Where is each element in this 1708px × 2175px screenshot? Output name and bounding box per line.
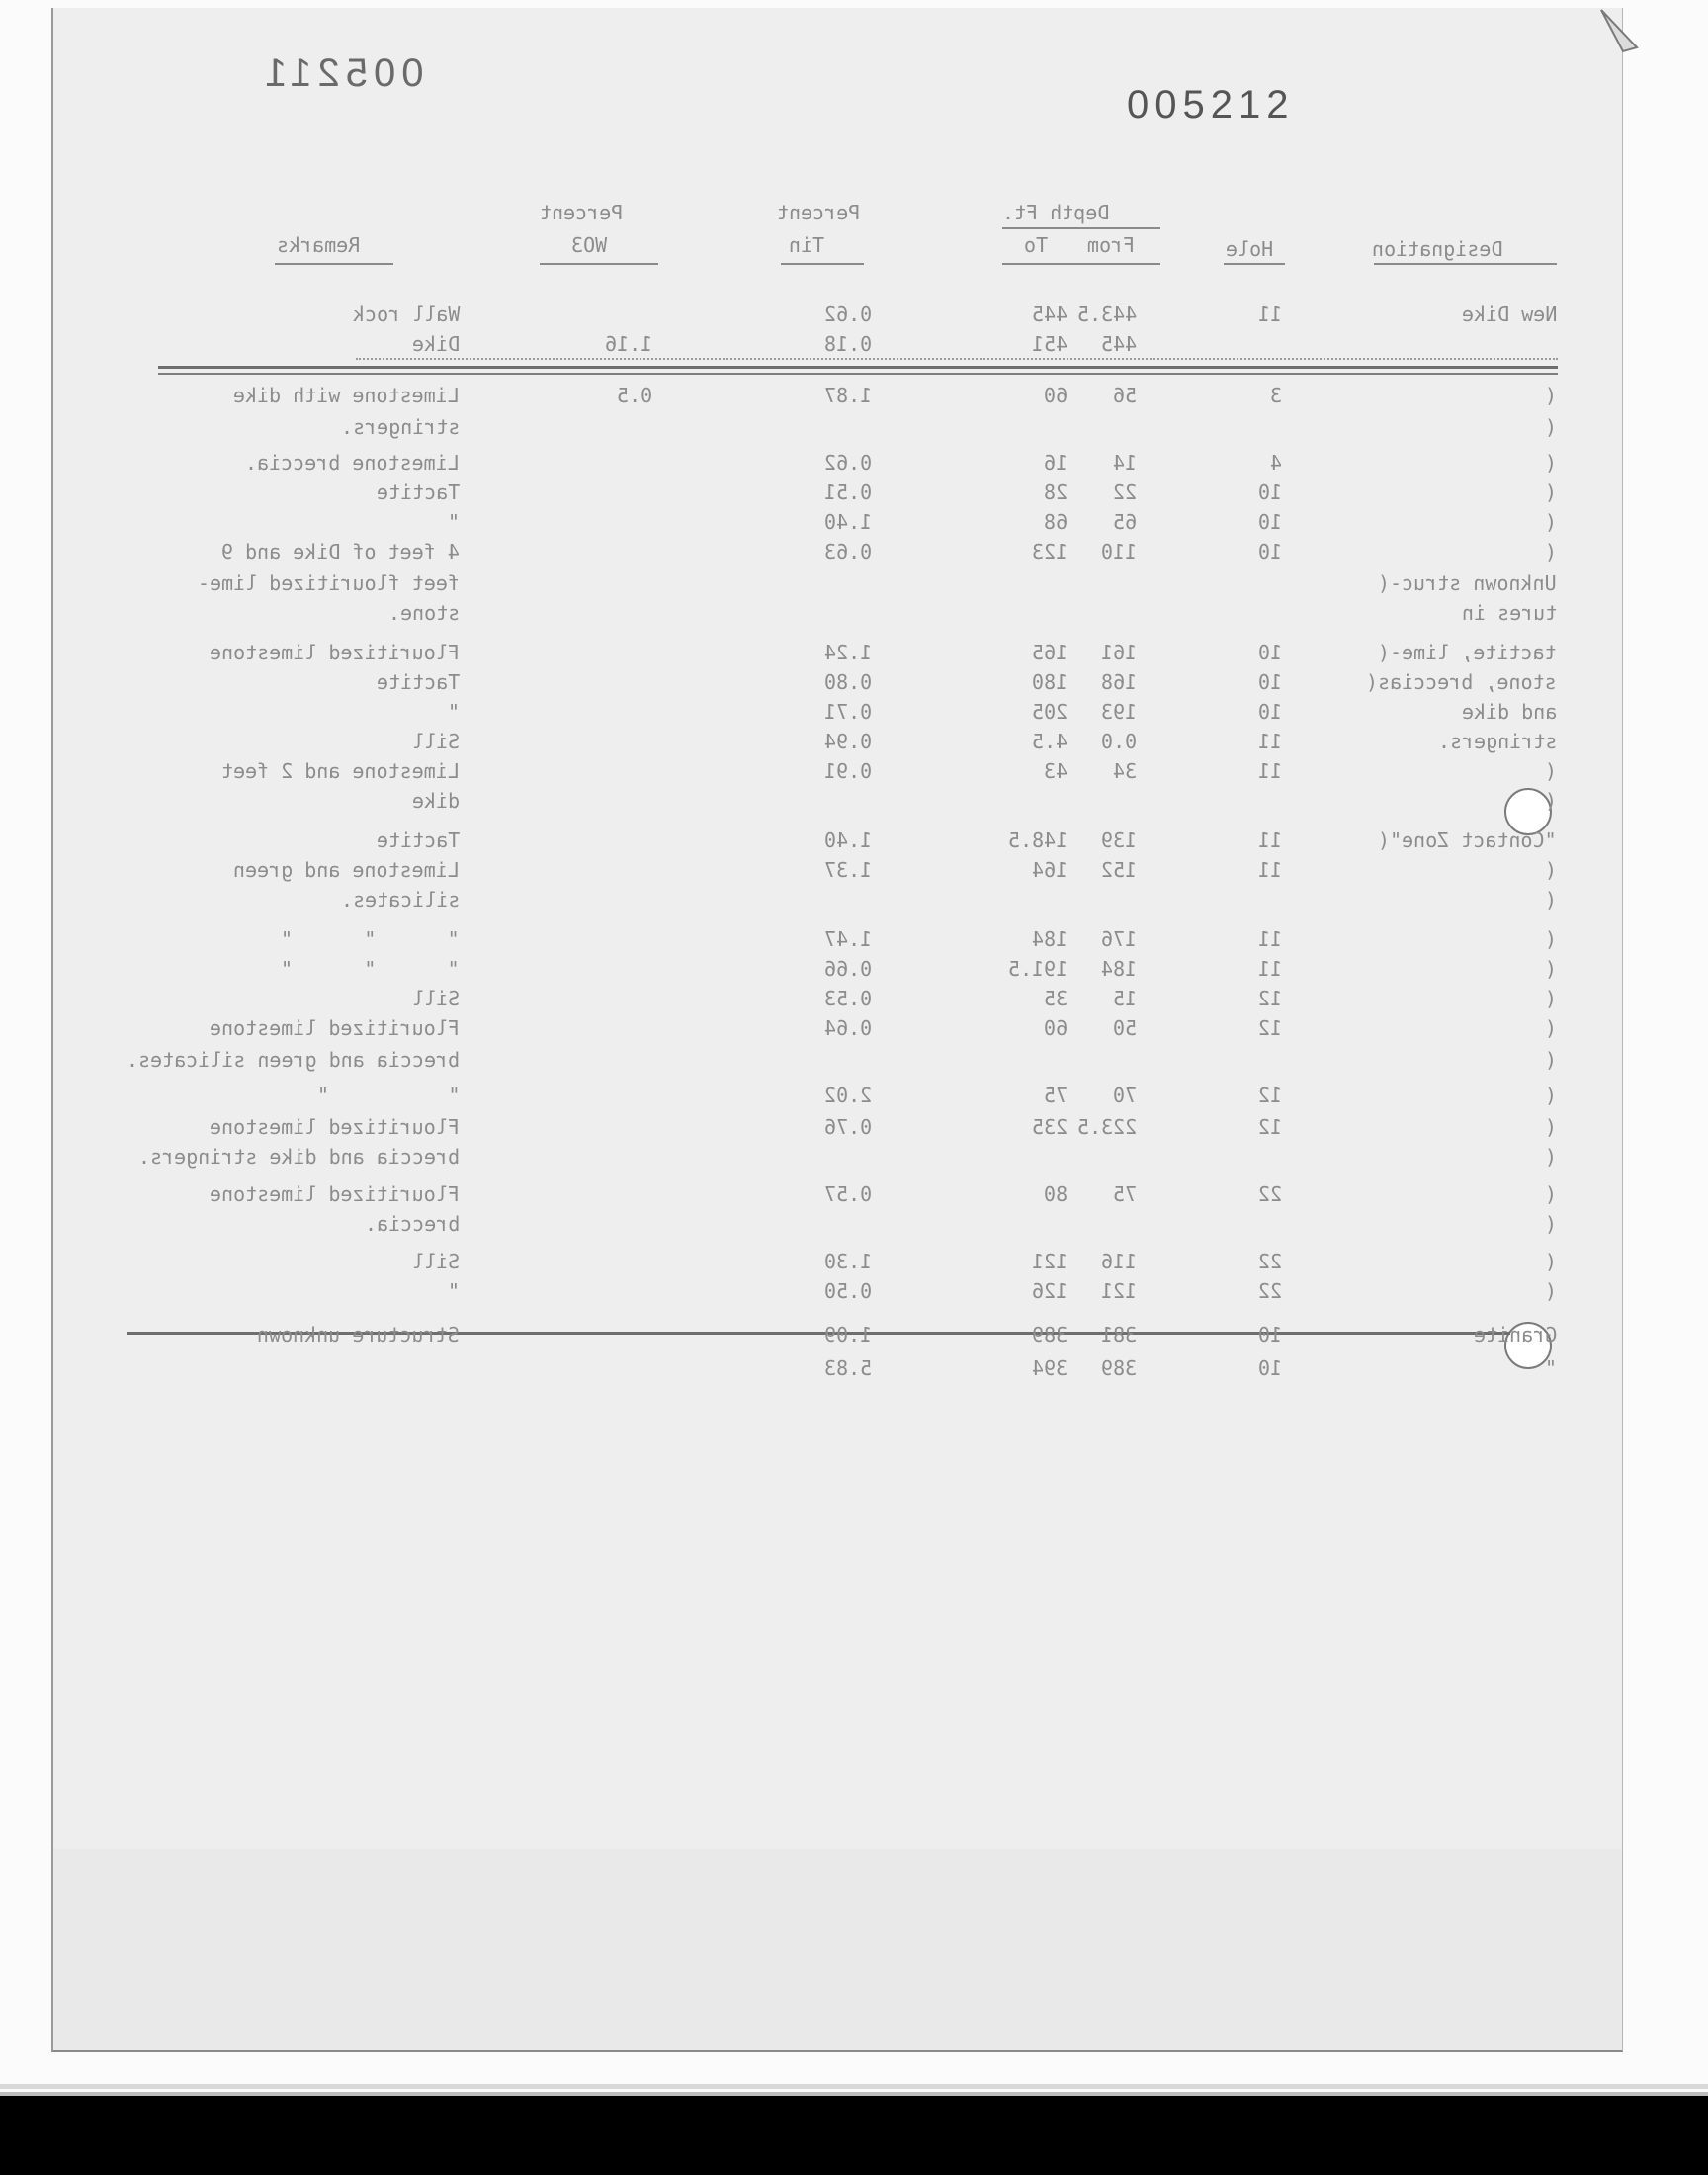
table-cell-tin: 5.83: [823, 1356, 872, 1380]
table-cell-to: 445: [1031, 303, 1068, 326]
table-cell-tin: 1.30: [823, 1250, 872, 1273]
table-cell-remarks: breccia and dike stringers.: [137, 1145, 460, 1169]
table-cell-tin: 1.09: [823, 1323, 872, 1347]
table-cell-from: 121: [1100, 1279, 1137, 1303]
table-cell-designation: "Contact Zone"(: [1378, 828, 1557, 852]
scanner-edge-line: [0, 2084, 1708, 2089]
table-cell-tin: 1.40: [823, 510, 872, 534]
table-cell-designation: (: [1544, 759, 1557, 783]
table-cell-remarks: stringers.: [340, 415, 460, 439]
table-cell-remarks: ": [447, 1279, 460, 1303]
table-cell-hole: 12: [1257, 1084, 1282, 1107]
table-cell-designation: (: [1544, 1016, 1557, 1040]
table-cell-wo3: 0.5: [616, 384, 652, 407]
table-cell-to: 123: [1031, 540, 1068, 564]
table-cell-from: 34: [1112, 759, 1137, 783]
table-cell-remarks: Tactite: [376, 670, 460, 694]
table-cell-to: 35: [1043, 987, 1068, 1010]
table-cell-remarks: Dike: [411, 332, 460, 356]
table-cell-from: 161: [1100, 641, 1137, 664]
table-cell-tin: 0.94: [823, 730, 872, 753]
table-cell-from: 22: [1112, 480, 1137, 504]
section-rule-top: [158, 366, 1558, 369]
table-cell-remarks: Sill: [411, 730, 460, 753]
table-cell-remarks: dike: [411, 789, 460, 813]
table-cell-hole: 11: [1257, 828, 1282, 852]
table-cell-remarks: Flouritized limestone: [210, 1016, 460, 1040]
table-cell-hole: 11: [1257, 957, 1282, 981]
header-to: To: [1024, 233, 1049, 257]
table-cell-to: 205: [1031, 700, 1068, 724]
table-cell-from: 445: [1100, 332, 1137, 356]
table-cell-designation: ": [1544, 1356, 1557, 1380]
table-cell-to: 126: [1031, 1279, 1068, 1303]
header-designation: Designation: [1372, 237, 1503, 261]
header-from: From: [1087, 233, 1136, 257]
table-cell-hole: 11: [1257, 303, 1282, 326]
header-hole: Hole: [1226, 237, 1274, 261]
table-cell-to: 4.5: [1031, 730, 1068, 753]
table-cell-hole: 10: [1257, 700, 1282, 724]
table-cell-to: 121: [1031, 1250, 1068, 1273]
table-cell-to: 180: [1031, 670, 1068, 694]
table-cell-to: 451: [1031, 332, 1068, 356]
table-cell-designation: (: [1544, 957, 1557, 981]
table-cell-from: 389: [1100, 1356, 1137, 1380]
table-cell-designation: (: [1544, 540, 1557, 564]
table-cell-tin: 0.91: [823, 759, 872, 783]
table-cell-hole: 12: [1257, 987, 1282, 1010]
table-cell-from: 50: [1112, 1016, 1137, 1040]
table-cell-to: 80: [1043, 1182, 1068, 1206]
table-cell-hole: 12: [1257, 1016, 1282, 1040]
table-cell-from: 176: [1100, 927, 1137, 951]
table-cell-remarks: Sill: [411, 1250, 460, 1273]
table-cell-remarks: Flouritized limestone: [210, 1182, 460, 1206]
table-cell-designation: Granite: [1473, 1323, 1557, 1347]
table-cell-remarks: ": [447, 700, 460, 724]
table-cell-remarks: Sill: [411, 987, 460, 1010]
table-cell-hole: 22: [1257, 1250, 1282, 1273]
underline-hole: [1224, 263, 1285, 265]
table-cell-designation: (: [1544, 789, 1557, 813]
table-cell-remarks: " " ": [281, 957, 460, 981]
table-cell-hole: 4: [1269, 451, 1282, 475]
table-cell-from: 15: [1112, 987, 1137, 1010]
table-cell-hole: 22: [1257, 1182, 1282, 1206]
table-cell-tin: 0.51: [823, 480, 872, 504]
table-cell-from: 56: [1112, 384, 1137, 407]
table-cell-remarks: Limestone and 2 feet: [221, 759, 460, 783]
table-cell-hole: 12: [1257, 1115, 1282, 1139]
table-cell-designation: tures in: [1461, 601, 1557, 625]
table-cell-wo3: 1.16: [604, 332, 652, 356]
table-cell-to: 60: [1043, 1016, 1068, 1040]
table-cell-tin: 1.24: [823, 641, 872, 664]
table-cell-to: 148.5: [1007, 828, 1068, 852]
table-cell-from: 139: [1100, 828, 1137, 852]
table-cell-designation: (: [1544, 1182, 1557, 1206]
table-cell-to: 28: [1043, 480, 1068, 504]
table-cell-designation: (: [1544, 927, 1557, 951]
table-cell-from: 381: [1100, 1323, 1137, 1347]
table-cell-from: 193: [1100, 700, 1137, 724]
table-cell-remarks: silicates.: [340, 888, 460, 912]
table-cell-tin: 0.50: [823, 1279, 872, 1303]
underline-depth: [1002, 227, 1160, 229]
table-cell-remarks: feet flouritized lime-: [198, 571, 460, 595]
underline-remarks: [275, 263, 393, 265]
underline-wo3: [540, 263, 658, 265]
table-cell-designation: (: [1544, 510, 1557, 534]
table-cell-hole: 3: [1269, 384, 1282, 407]
table-cell-from: 443.5: [1076, 303, 1137, 326]
table-cell-hole: 10: [1257, 480, 1282, 504]
table-cell-tin: 1.37: [823, 858, 872, 882]
table-cell-to: 16: [1043, 451, 1068, 475]
table-cell-designation: New Dike: [1461, 303, 1557, 326]
table-cell-designation: (: [1544, 1084, 1557, 1107]
scanner-black-margin: [0, 2096, 1708, 2175]
underline-designation: [1374, 263, 1557, 265]
table-cell-remarks: Limestone with dike: [233, 384, 460, 407]
table-cell-tin: 0.71: [823, 700, 872, 724]
table-cell-tin: 0.62: [823, 451, 872, 475]
table-cell-designation: (: [1544, 1279, 1557, 1303]
table-cell-to: 184: [1031, 927, 1068, 951]
table-cell-remarks: Limestone breccia.: [245, 451, 460, 475]
table-cell-hole: 11: [1257, 730, 1282, 753]
table-cell-from: 75: [1112, 1182, 1137, 1206]
table-cell-to: 235: [1031, 1115, 1068, 1139]
table-cell-remarks: " ": [316, 1084, 460, 1107]
table-cell-from: 0.0: [1100, 730, 1137, 753]
table-cell-designation: (: [1544, 1115, 1557, 1139]
table-cell-remarks: breccia and green silicates.: [126, 1048, 460, 1072]
table-cell-to: 394: [1031, 1356, 1068, 1380]
table-cell-hole: 11: [1257, 759, 1282, 783]
table-cell-tin: 1.47: [823, 927, 872, 951]
table-cell-tin: 1.87: [823, 384, 872, 407]
table-cell-remarks: Limestone and green: [233, 858, 460, 882]
table-cell-designation: stringers.: [1437, 730, 1557, 753]
section-rule-top-double: [158, 373, 1558, 375]
table-cell-from: 14: [1112, 451, 1137, 475]
table-cell-to: 191.5: [1007, 957, 1068, 981]
table-cell-from: 116: [1100, 1250, 1137, 1273]
table-cell-remarks: breccia.: [364, 1212, 460, 1236]
document-number: 005212: [1127, 83, 1295, 127]
table-cell-hole: 10: [1257, 641, 1282, 664]
table-cell-designation: tactite, lime-(: [1378, 641, 1557, 664]
table-cell-designation: and dike: [1461, 700, 1557, 724]
table-cell-to: 389: [1031, 1323, 1068, 1347]
table-cell-remarks: stone.: [387, 601, 460, 625]
table-cell-to: 165: [1031, 641, 1068, 664]
underline-tin: [781, 263, 864, 265]
table-cell-tin: 0.76: [823, 1115, 872, 1139]
table-cell-to: 164: [1031, 858, 1068, 882]
table-cell-designation: (: [1544, 1048, 1557, 1072]
table-cell-designation: (: [1544, 1212, 1557, 1236]
table-cell-remarks: Wall rock: [352, 303, 460, 326]
table-cell-from: 65: [1112, 510, 1137, 534]
table-cell-remarks: Flouritized limestone: [210, 1115, 460, 1139]
table-cell-hole: 10: [1257, 670, 1282, 694]
header-tin: Tin: [789, 233, 825, 257]
table-cell-from: 168: [1100, 670, 1137, 694]
table-cell-hole: 11: [1257, 927, 1282, 951]
table-cell-tin: 0.63: [823, 540, 872, 564]
table-cell-tin: 1.40: [823, 828, 872, 852]
header-percent-tin: Percent: [777, 201, 861, 224]
header-wo3: WO3: [571, 233, 608, 257]
table-cell-to: 75: [1043, 1084, 1068, 1107]
corner-fold-icon: [1581, 6, 1641, 55]
header-remarks: Remarks: [277, 233, 361, 257]
table-cell-designation: (: [1544, 451, 1557, 475]
header-percent-wo3: Percent: [540, 201, 624, 224]
table-cell-designation: Unknown struc-(: [1378, 571, 1557, 595]
table-cell-designation: (: [1544, 480, 1557, 504]
table-cell-designation: (: [1544, 987, 1557, 1010]
table-cell-remarks: 4 feet of Dike and 9: [221, 540, 460, 564]
table-cell-tin: 0.80: [823, 670, 872, 694]
table-cell-to: 43: [1043, 759, 1068, 783]
table-cell-designation: (: [1544, 888, 1557, 912]
table-cell-from: 152: [1100, 858, 1137, 882]
table-cell-designation: (: [1544, 1250, 1557, 1273]
table-cell-tin: 0.57: [823, 1182, 872, 1206]
table-cell-remarks: Tactite: [376, 480, 460, 504]
bleed-through-document-number: 005211: [259, 51, 424, 95]
underline-from-to: [1002, 263, 1160, 265]
table-cell-hole: 22: [1257, 1279, 1282, 1303]
table-cell-tin: 0.18: [823, 332, 872, 356]
table-cell-remarks: Flouritized limestone: [210, 641, 460, 664]
table-cell-tin: 0.64: [823, 1016, 872, 1040]
header-depth-ft: Depth Ft.: [1002, 201, 1110, 224]
table-cell-to: 60: [1043, 384, 1068, 407]
table-cell-hole: 10: [1257, 540, 1282, 564]
table-cell-designation: (: [1544, 1145, 1557, 1169]
table-cell-designation: (: [1544, 384, 1557, 407]
table-cell-designation: (: [1544, 858, 1557, 882]
table-cell-remarks: Structure unknown: [257, 1323, 460, 1347]
table-cell-hole: 10: [1257, 1356, 1282, 1380]
table-cell-tin: 0.53: [823, 987, 872, 1010]
paper-fold-shade: [53, 1849, 1622, 2050]
table-cell-from: 70: [1112, 1084, 1137, 1107]
table-cell-from: 184: [1100, 957, 1137, 981]
table-cell-hole: 11: [1257, 858, 1282, 882]
table-cell-designation: (: [1544, 415, 1557, 439]
table-cell-tin: 2.02: [823, 1084, 872, 1107]
table-cell-designation: stone, breccias(: [1366, 670, 1557, 694]
dotted-separator: [356, 358, 1558, 360]
table-cell-remarks: Tactite: [376, 828, 460, 852]
table-cell-tin: 0.66: [823, 957, 872, 981]
table-cell-hole: 10: [1257, 1323, 1282, 1347]
table-cell-from: 223.5: [1076, 1115, 1137, 1139]
table-cell-tin: 0.62: [823, 303, 872, 326]
table-cell-remarks: ": [447, 510, 460, 534]
table-cell-to: 68: [1043, 510, 1068, 534]
table-cell-hole: 10: [1257, 510, 1282, 534]
table-cell-from: 110: [1100, 540, 1137, 564]
table-cell-remarks: " " ": [281, 927, 460, 951]
